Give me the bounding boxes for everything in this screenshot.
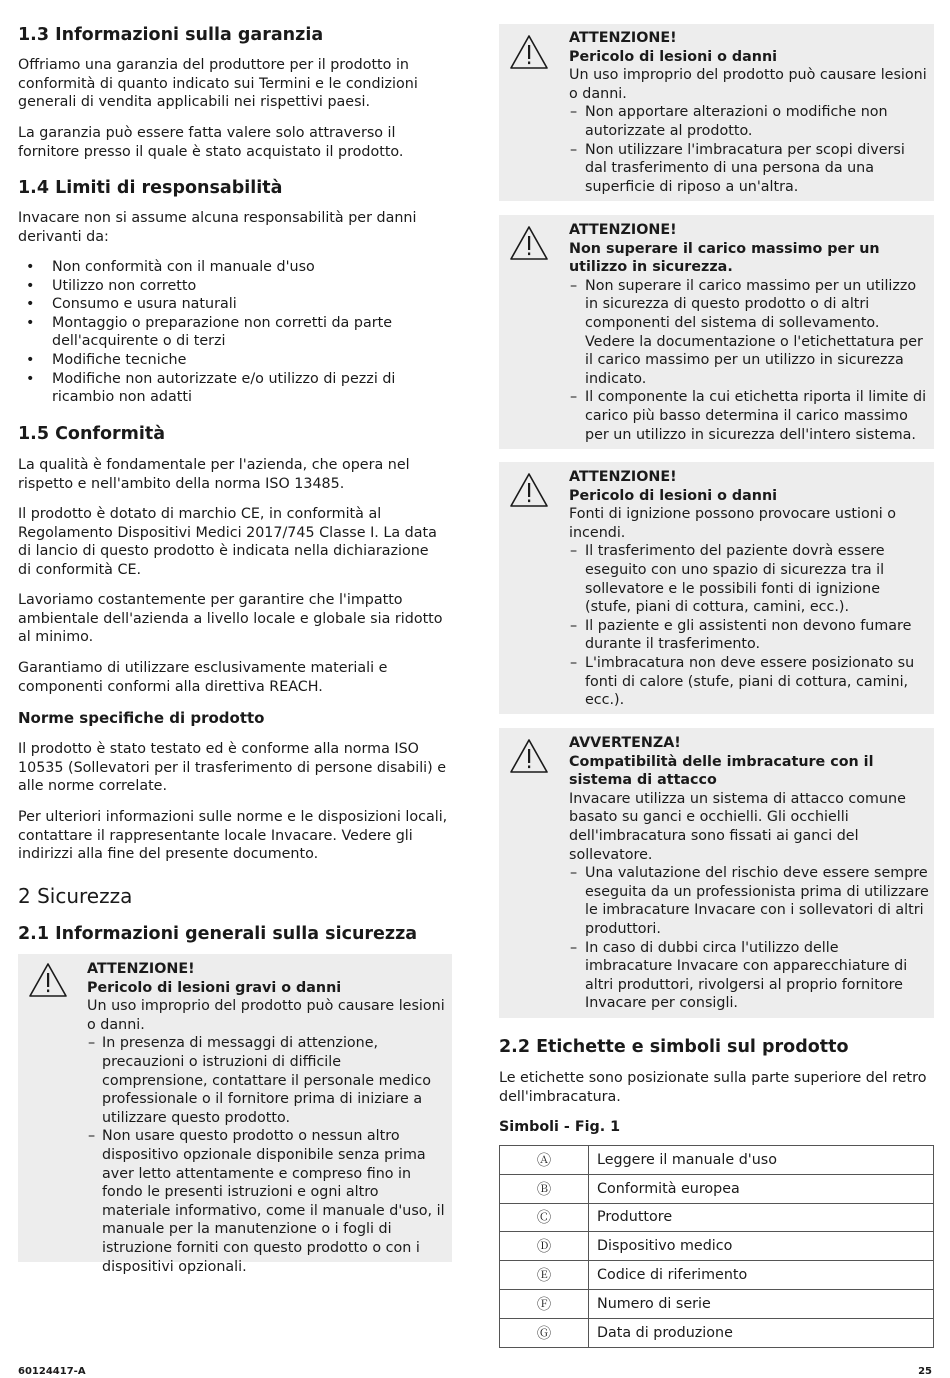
- warning-text: Un uso improprio del prodotto può causare lesioni o danni.: [87, 998, 445, 1033]
- symbol-label: Produttore: [589, 1203, 934, 1232]
- list-item: • Modifiche tecniche: [18, 351, 428, 370]
- product-standards-heading: Norme specifiche di prodotto: [18, 709, 265, 727]
- list-item: – Una valutazione del rischio deve essere sempre eseguita da un professionista prima di utilizzare le imbracature Invacare con i sollevatori di altri produttori.: [569, 864, 929, 938]
- table-row: [500, 1232, 934, 1261]
- symbols-caption: Simboli - Fig. 1: [499, 1119, 621, 1135]
- warning-text: Invacare utilizza un sistema di attacco comune basato su ganci e occhielli. Gli occhielli dell'imbracatura sono fissati ai ganci del sollevatore.: [569, 790, 906, 863]
- warning-box-max-load: [499, 215, 934, 449]
- warning-triangle-icon: [509, 225, 549, 261]
- warning-triangle-icon: [509, 34, 549, 70]
- liability-list: [18, 258, 428, 407]
- list-item: – Non utilizzare l'imbracatura per scopi diversi dal trasferimento di una persona da una superficie di riposo a un'altra.: [569, 141, 929, 197]
- section-title-1-3: 1.3 Informazioni sulla garanzia: [18, 25, 324, 45]
- list-item: – L'imbracatura non deve essere posizionato su fonti di calore (stufe, piani di cottura, camini, ecc.).: [569, 654, 929, 710]
- page-number: 25: [918, 1366, 932, 1377]
- warning-list: [569, 277, 929, 444]
- symbol-cell: Ⓔ: [500, 1261, 589, 1290]
- chapter-title-2: 2 Sicurezza: [18, 884, 133, 908]
- list-item: – Il trasferimento del paziente dovrà essere eseguito con uno spazio di sicurezza tra il sollevatore e le possibili fonti di ignizione (stufe, piani di cottura, camini, ecc.).: [569, 542, 929, 616]
- warning-box-serious-injury: [18, 954, 452, 1275]
- symbol-cell: Ⓑ: [500, 1174, 589, 1203]
- warning-subheading: Compatibilità delle imbracature con il sistema di attacco: [569, 753, 874, 789]
- warning-subheading: Pericolo di lesioni gravi o danni: [87, 979, 342, 996]
- table-row: [500, 1261, 934, 1290]
- warning-text: Fonti di ignizione possono provocare ustioni o incendi.: [569, 506, 897, 541]
- conformity-paragraph-4: Garantiamo di utilizzare esclusivamente materiali e componenti conformi alla direttiva REACH.: [18, 660, 388, 695]
- liability-intro: Invacare non si assume alcuna responsabilità per danni derivanti da:: [18, 210, 417, 245]
- symbol-label: Codice di riferimento: [589, 1261, 934, 1290]
- standards-paragraph-1: Il prodotto è stato testato ed è conforme alla norma ISO 10535 (Sollevatori per il trasferimento di persone disabili) e alle norme correlate.: [18, 741, 447, 795]
- list-item: • Modifiche non autorizzate e/o utilizzo di pezzi di ricambio non adatti: [18, 370, 428, 407]
- section-title-2-2: 2.2 Etichette e simboli sul prodotto: [499, 1037, 849, 1057]
- section-title-2-1: 2.1 Informazioni generali sulla sicurezza: [18, 924, 418, 944]
- list-item: – Non usare questo prodotto o nessun altro dispositivo opzionale disponibile senza prima aver letto attentamente e compreso fino in fondo le presenti istruzioni e ogni altro materiale informativo, come il manuale d'uso, il manuale per la manutenzione o i fogli di istruzione forniti con questo prodotto o con i dispositivi opzionali.: [87, 1127, 447, 1276]
- warning-heading: ATTENZIONE!: [569, 222, 677, 238]
- warning-list: [569, 864, 929, 1013]
- warning-box-compatibility: [499, 728, 934, 1018]
- list-item: – Il componente la cui etichetta riporta il limite di carico più basso determina il carico massimo per un utilizzo in sicurezza dell'intero sistema.: [569, 388, 929, 444]
- symbol-cell: Ⓒ: [500, 1203, 589, 1232]
- warranty-paragraph-1: Offriamo una garanzia del produttore per il prodotto in conformità di quanto indicato sui Termini e le condizioni generali di vendita applicabili nei rispettivi paesi.: [18, 57, 418, 111]
- warning-heading: ATTENZIONE!: [87, 961, 195, 977]
- warning-box-ignition: [499, 462, 934, 714]
- symbols-table: [499, 1145, 934, 1348]
- list-item: – In caso di dubbi circa l'utilizzo delle imbracature Invacare con apparecchiature di altri produttori, rivolgersi al proprio fornitore Invacare per consigli.: [569, 939, 929, 1013]
- table-row: [500, 1146, 934, 1175]
- warning-triangle-icon: [28, 962, 68, 998]
- warning-triangle-icon: [509, 472, 549, 508]
- list-item: – Non apportare alterazioni o modifiche non autorizzate al prodotto.: [569, 103, 929, 140]
- symbol-cell: Ⓕ: [500, 1289, 589, 1318]
- standards-paragraph-2: Per ulteriori informazioni sulle norme e le disposizioni locali, contattare il rappresentante locale Invacare. Vedere gli indirizzi alla fine del presente documento.: [18, 809, 448, 863]
- table-row: [500, 1289, 934, 1318]
- list-item: • Utilizzo non corretto: [18, 277, 428, 296]
- warning-box-misuse: [499, 24, 934, 201]
- warning-subheading: Pericolo di lesioni o danni: [569, 487, 778, 504]
- list-item: – Non superare il carico massimo per un utilizzo in sicurezza di questo prodotto o di altri componenti del sistema di sollevamento. Vedere la documentazione o l'etichettatura per il carico massimo per un utilizzo in sicurezza indicato.: [569, 277, 929, 389]
- symbol-label: Dispositivo medico: [589, 1232, 934, 1261]
- table-row: [500, 1203, 934, 1232]
- symbol-cell: Ⓓ: [500, 1232, 589, 1261]
- symbol-label: Data di produzione: [589, 1318, 934, 1347]
- warranty-paragraph-2: La garanzia può essere fatta valere solo attraverso il fornitore presso il quale è stato acquistato il prodotto.: [18, 125, 404, 160]
- section-title-1-5: 1.5 Conformità: [18, 424, 166, 444]
- symbol-cell: Ⓐ: [500, 1146, 589, 1175]
- list-item: – Il paziente e gli assistenti non devono fumare durante il trasferimento.: [569, 617, 929, 654]
- list-item: • Non conformità con il manuale d'uso: [18, 258, 428, 277]
- labels-paragraph: Le etichette sono posizionate sulla parte superiore del retro dell'imbracatura.: [499, 1070, 927, 1105]
- conformity-paragraph-2: Il prodotto è dotato di marchio CE, in conformità al Regolamento Dispositivi Medici 2017/745 Classe I. La data di lancio di questo prodotto è indicata nella dichiarazione di conformità CE.: [18, 506, 437, 578]
- conformity-paragraph-3: Lavoriamo costantemente per garantire che l'impatto ambientale dell'azienda a livello locale e globale sia ridotto al minimo.: [18, 592, 443, 646]
- warning-subheading: Non superare il carico massimo per un utilizzo in sicurezza.: [569, 240, 880, 276]
- warning-text: Un uso improprio del prodotto può causare lesioni o danni.: [569, 67, 927, 102]
- symbol-label: Numero di serie: [589, 1289, 934, 1318]
- table-row: [500, 1318, 934, 1347]
- symbol-label: Conformità europea: [589, 1174, 934, 1203]
- list-item: • Consumo e usura naturali: [18, 295, 428, 314]
- warning-list: [569, 103, 929, 196]
- warning-heading: ATTENZIONE!: [569, 469, 677, 485]
- warning-heading: AVVERTENZA!: [569, 735, 681, 751]
- warning-triangle-icon: [509, 738, 549, 774]
- warning-list: [569, 542, 929, 709]
- list-item: • Montaggio o preparazione non corretti da parte dell'acquirente o di terzi: [18, 314, 428, 351]
- table-row: [500, 1174, 934, 1203]
- symbol-label: Leggere il manuale d'uso: [589, 1146, 934, 1175]
- warning-subheading: Pericolo di lesioni o danni: [569, 48, 778, 65]
- document-number: 60124417-A: [18, 1366, 86, 1377]
- symbol-cell: Ⓖ: [500, 1318, 589, 1347]
- section-title-1-4: 1.4 Limiti di responsabilità: [18, 178, 283, 198]
- list-item: – In presenza di messaggi di attenzione, precauzioni o istruzioni di difficile comprensione, contattare il personale medico professionale o il fornitore prima di iniziare a utilizzare questo prodotto.: [87, 1034, 447, 1127]
- warning-heading: ATTENZIONE!: [569, 30, 677, 46]
- warning-list: [87, 1034, 447, 1276]
- conformity-paragraph-1: La qualità è fondamentale per l'azienda, che opera nel rispetto e nell'ambito della norma ISO 13485.: [18, 457, 410, 492]
